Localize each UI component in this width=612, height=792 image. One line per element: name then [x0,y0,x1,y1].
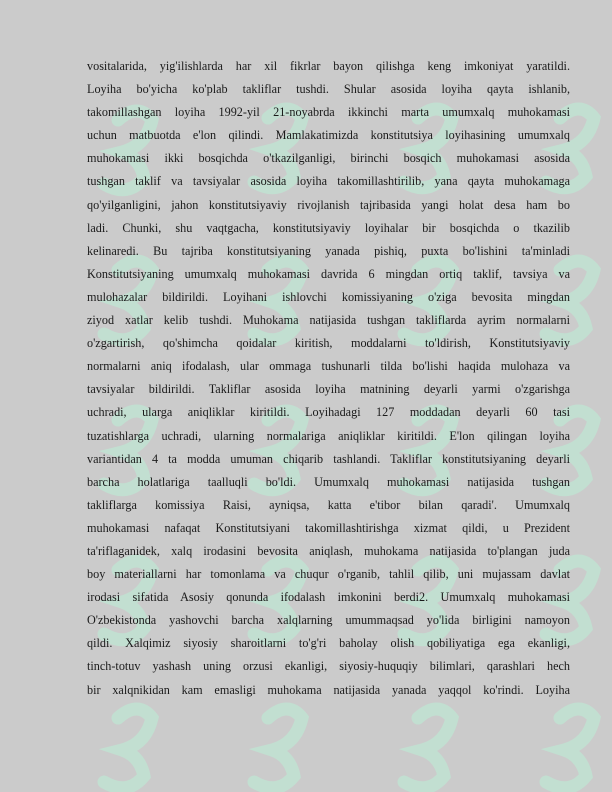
text-line: tinch-totuv yashash uning orzusi ekanligi, siyosiy-huquqiy bilimlari, qarashlari hech [87,659,570,674]
text-line: uchun matbuotda e'lon qilindi. Mamlakatimizda konstitutsiya loyihasining umumxalq [87,128,570,143]
text-line: kelinaredi. Bu tajriba konstitutsiyaning yanada pishiq, puxta bo'lishini ta'minladi [87,243,570,258]
watermark-mark [404,709,452,788]
text-line: mulohazalar bildirildi. Loyihani ishlovchi komissiyaning o'ziga bevosita mingdan [87,289,570,304]
text-line: tushgan taklif va tavsiyalar asosida loyiha takomillashtirilib, yana qayta muhokamaga [87,174,570,189]
text-line: ziyod xatlar kelib tushdi. Muhokama natijasida tushgan takliflarda ayrim normalarni [87,313,570,328]
text-line: barcha holatlariga taalluqli bo'ldi. Umumxalq muhokamasi natijasida tushgan [87,474,570,489]
text-line: qildi. Xalqimiz siyosiy sharoitlarni to'g'ri baholay olish qobiliyatiga ega ekanligi, [87,636,570,651]
text-line: Konstitutsiyaning umumxalq muhokamasi davrida 6 mingdan ortiq taklif, tavsiya va [87,266,570,281]
text-line: takomillashgan loyiha 1992-yil 21-noyabrda ikkinchi marta umumxalq muhokamasi [87,105,570,120]
text-line: ta'riflaganidek, xalq irodasini bevosita aniqlash, muhokama natijasida to'plangan juda [87,543,570,558]
text-line: irodasi sifatida Asosiy qonunda ifodalash imkonini berdi2. Umumxalq muhokamasi [87,590,570,605]
text-line: bir xalqnikidan kam emasligi muhokama natijasida yanada yaqqol ko'rindi. Loyiha [87,682,570,697]
text-line: ladi. Chunki, shu vaqtgacha, konstitutsiyaviy loyihalar bir bosqichda o tkazilib [87,220,570,235]
text-line: tavsiyalar bildirildi. Takliflar asosida loyiha matnining deyarli yarmi o'zgarishga [87,382,570,397]
text-line: muhokamasi ikki bosqichda o'tkazilganligi, birinchi bosqich muhokamasi asosida [87,151,570,166]
text-line: qo'yilganligini, jahon konstitutsiyaviy rivojlanish tajribasida yangi holat desa ham bo [87,197,570,212]
text-line: O'zbekistonda yashovchi barcha xalqlarning umummaqsad yo'lida birligini namoyon [87,613,570,628]
text-line: variantidan 4 ta modda umuman chiqarib tashlandi. Takliflar konstitutsiyaning deyarli [87,451,570,466]
body-paragraph [87,55,570,702]
text-line: o'zgartirish, qo'shimcha qoidalar kiritish, moddalarni to'ldirish, Konstitutsiyaviy [87,336,570,351]
text-line: normalarni aniq ifodalash, ular ommaga tushunarli tilda bo'lishi haqida mulohaza va [87,359,570,374]
watermark-mark [254,709,302,788]
watermark-mark [546,709,594,788]
text-line: Loyiha bo'yicha ko'plab takliflar tushdi. Shular asosida loyiha qayta ishlanib, [87,82,570,97]
text-line: takliflarga komissiya Raisi, ayniqsa, katta e'tibor bilan qaradi'. Umumxalq [87,497,570,512]
text-line: muhokamasi nafaqat Konstitutsiyani takomillashtirishga xizmat qildi, u Prezident [87,520,570,535]
watermark-mark [104,709,152,788]
text-line: tuzatishlarga uchradi, ularning normalariga aniqliklar kiritildi. E'lon qilingan loyiha [87,428,570,443]
text-line: uchradi, ularga aniqliklar kiritildi. Loyihadagi 127 moddadan deyarli 60 tasi [87,405,570,420]
text-line: boy materiallarni har tomonlama va chuqur o'rganib, tahlil qilib, uni mujassam davlat [87,567,570,582]
text-line: vositalarida, yig'ilishlarda har xil fikrlar bayon qilishga keng imkoniyat yaratildi. [87,59,570,73]
